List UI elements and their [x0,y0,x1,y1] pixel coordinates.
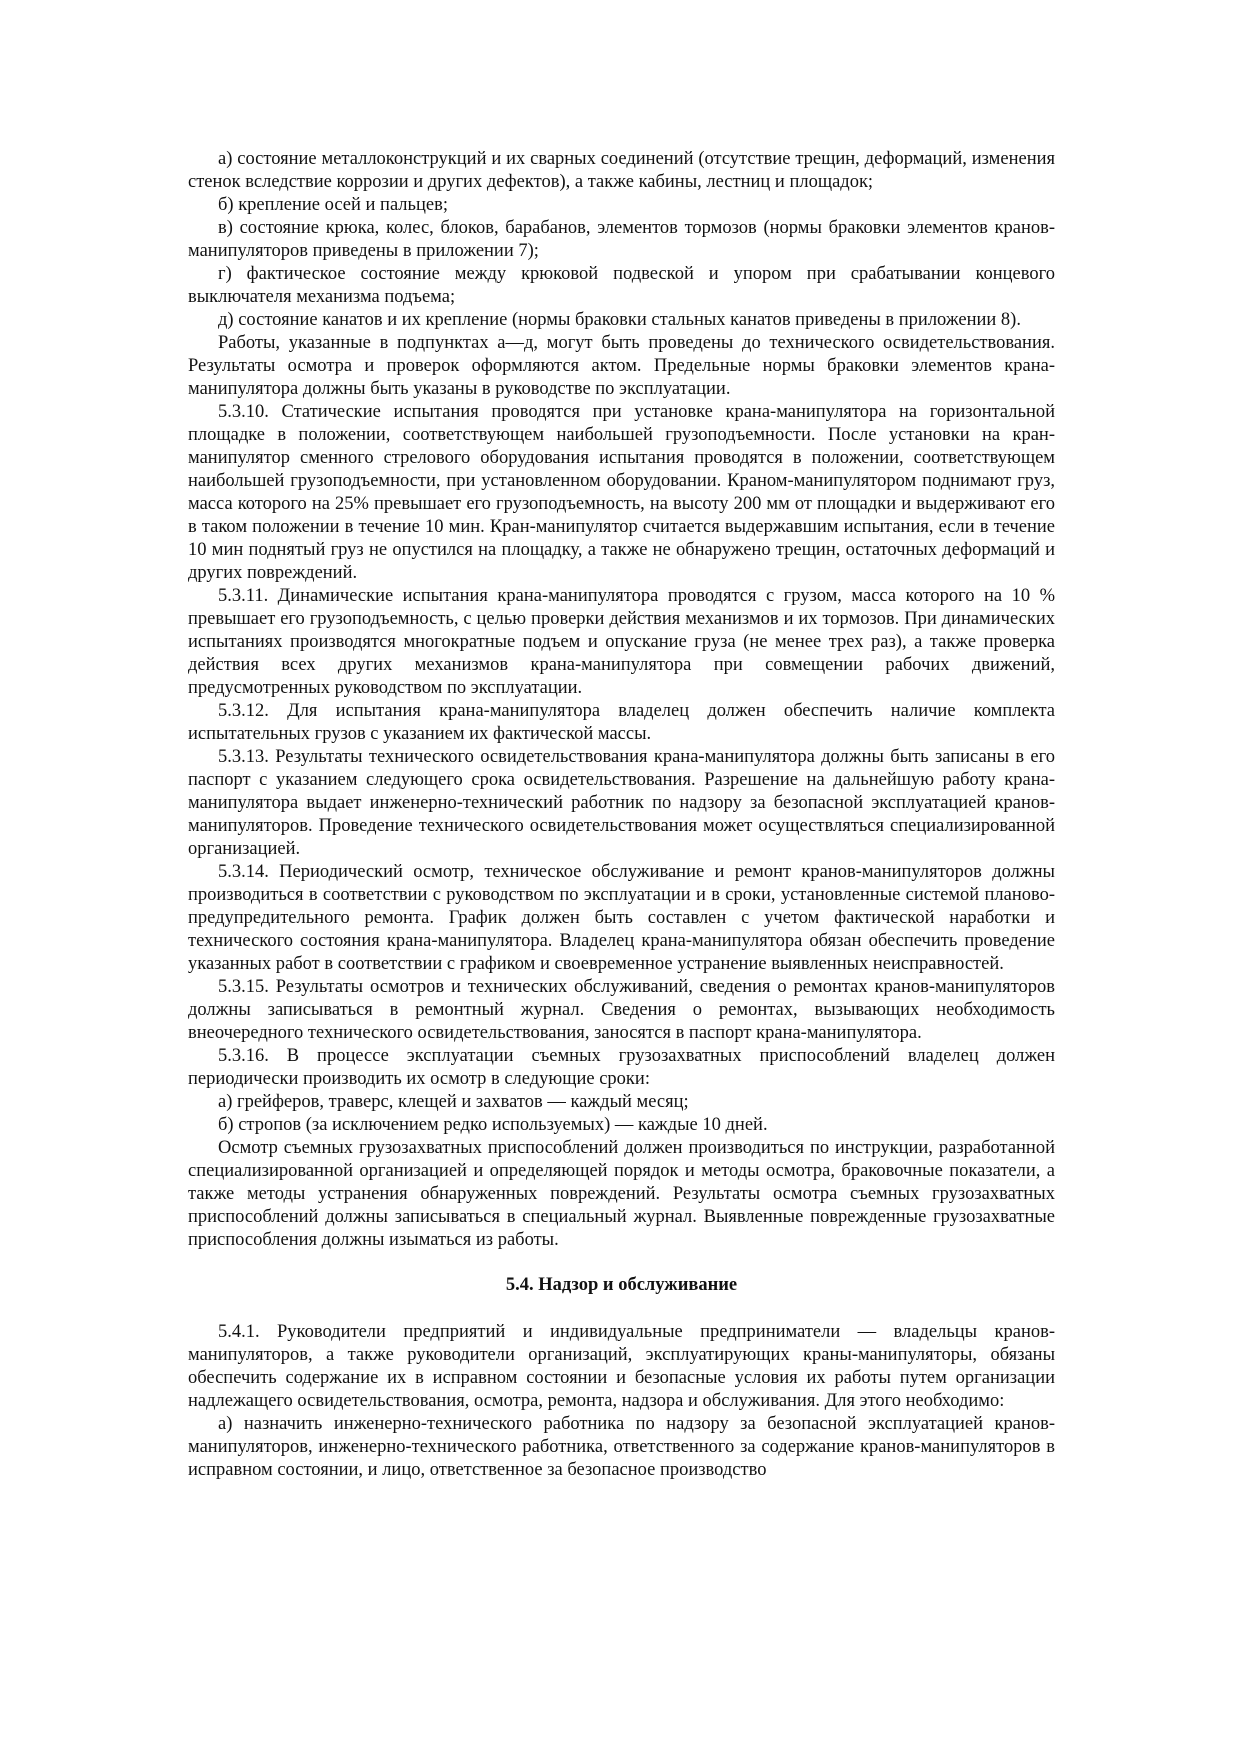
paragraph: Работы, указанные в подпунктах а—д, могут быть проведены до технического освидетельствования. Результаты осмотра и проверок оформляются актом. Предельные нормы браковки элементов крана-манипулятора должны быть указаны в руководстве по эксплуатации. [188,333,1055,399]
paragraph: а) состояние металлоконструкций и их сварных соединений (отсутствие трещин, деформаций, изменения стенок вследствие коррозии и других дефектов), а также кабины, лестниц и площадок; [188,149,1055,192]
paragraph: б) крепление осей и пальцев; [218,195,448,215]
paragraph: г) фактическое состояние между крюковой подвеской и упором при срабатывании концевого выключателя механизма подъема; [188,264,1055,307]
paragraph: 5.3.15. Результаты осмотров и технических обслуживаний, сведения о ремонтах кранов-манипуляторов должны записываться в ремонтный журнал. Сведения о ремонтах, вызывающих необходимость внеочередного технического освидетельствования, заносятся в паспорт крана-манипулятора. [188,977,1055,1043]
section-heading: 5.4. Надзор и обслуживание [505,1275,738,1295]
paragraph: а) грейферов, траверс, клещей и захватов — каждый месяц; [218,1092,689,1112]
paragraph: 5.3.13. Результаты технического освидетельствования крана-манипулятора должны быть записаны в его паспорт с указанием следующего срока освидетельствования. Разрешение на дальнейшую работу крана-манипулятора выдает инженерно-технический работник по надзору за безопасной эксплуатацией кранов-манипуляторов. Проведение технического освидетельствования может осуществляться специализированной организацией. [188,747,1055,859]
paragraph: б) стропов (за исключением редко используемых) — каждые 10 дней. [218,1115,768,1135]
paragraph: 5.3.10. Статические испытания проводятся при установке крана-манипулятора на горизонтальной площадке в положении, соответствующем наибольшей грузоподъемности. После установки на кран-манипулятор сменного стрелового оборудования испытания проводятся в положении, соответствующем наибольшей грузоподъемности, при установленном оборудовании. Краном-манипулятором поднимают груз, масса которого на 25% превышает его грузоподъемность, на высоту 200 мм от площадки и выдерживают его в таком положении в течение 10 мин. Кран-манипулятор считается выдержавшим испытания, если в течение 10 мин поднятый груз не опустился на площадку, а также не обнаружено трещин, остаточных деформаций и других повреждений. [188,402,1055,583]
paragraph: а) назначить инженерно-технического работника по надзору за безопасной эксплуатацией кранов-манипуляторов, инженерно-технического работника, ответственного за содержание кранов-манипуляторов в исправном состоянии, и лицо, ответственное за безопасное производство [188,1414,1055,1480]
paragraph: 5.3.16. В процессе эксплуатации съемных грузозахватных приспособлений владелец должен периодически производить их осмотр в следующие сроки: [188,1046,1055,1089]
paragraph: 5.4.1. Руководители предприятий и индивидуальные предприниматели — владельцы кранов-манипуляторов, а также руководители организаций, эксплуатирующих краны-манипуляторы, обязаны обеспечить содержание их в исправном состоянии и безопасные условия их работы путем организации надлежащего освидетельствования, осмотра, ремонта, надзора и обслуживания. Для этого необходимо: [188,1322,1055,1411]
document-page [188,148,1055,1482]
paragraph: 5.3.11. Динамические испытания крана-манипулятора проводятся с грузом, масса которого на 10 % превышает его грузоподъемность, с целью проверки действия механизмов и их тормозов. При динамических испытаниях производятся многократные подъем и опускание груза (не менее трех раз), а также проверка действия всех других механизмов крана-манипулятора при совмещении рабочих движений, предусмотренных руководством по эксплуатации. [188,586,1055,698]
paragraph: в) состояние крюка, колес, блоков, барабанов, элементов тормозов (нормы браковки элементов кранов-манипуляторов приведены в приложении 7); [188,218,1055,261]
paragraph: 5.3.14. Периодический осмотр, техническое обслуживание и ремонт кранов-манипуляторов должны производиться в соответствии с руководством по эксплуатации и в сроки, установленные системой планово-предупредительного ремонта. График должен быть составлен с учетом фактической наработки и технического состояния крана-манипулятора. Владелец крана-манипулятора обязан обеспечить проведение указанных работ в соответствии с графиком и своевременное устранение выявленных неисправностей. [188,862,1055,974]
paragraph: 5.3.12. Для испытания крана-манипулятора владелец должен обеспечить наличие комплекта испытательных грузов с указанием их фактической массы. [188,701,1055,744]
paragraph: д) состояние канатов и их крепление (нормы браковки стальных канатов приведены в приложении 8). [218,310,1021,330]
paragraph: Осмотр съемных грузозахватных приспособлений должен производиться по инструкции, разработанной специализированной организацией и определяющей порядок и методы осмотра, браковочные показатели, а также методы устранения обнаруженных повреждений. Результаты осмотра съемных грузозахватных приспособлений должны записываться в специальный журнал. Выявленные поврежденные грузозахватные приспособления должны изыматься из работы. [188,1138,1055,1250]
